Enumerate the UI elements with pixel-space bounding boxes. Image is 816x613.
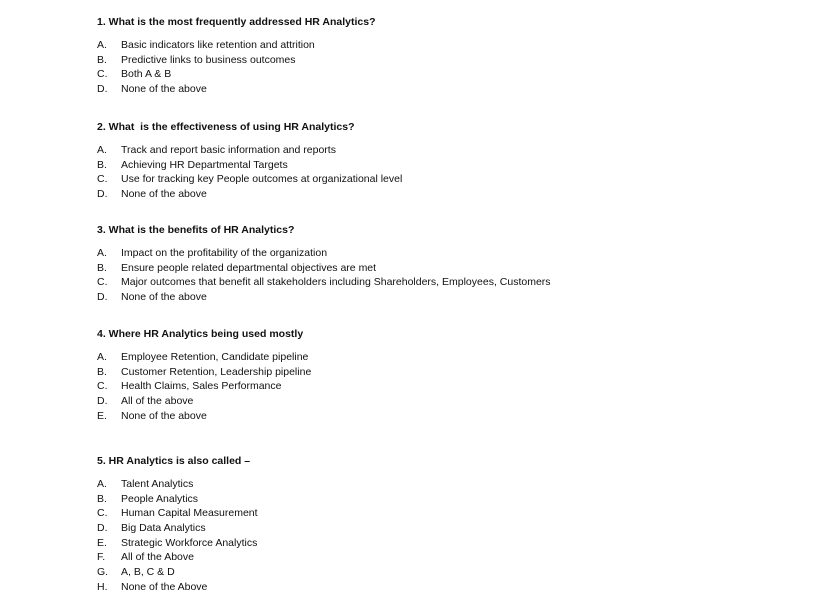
- option-text: Track and report basic information and reports: [121, 144, 336, 156]
- option-letter: E.: [97, 536, 107, 549]
- answer-option: [97, 477, 777, 492]
- option-letter: C.: [97, 380, 108, 393]
- option-letter: A.: [97, 144, 107, 156]
- option-text: Strategic Workforce Analytics: [121, 536, 258, 549]
- option-text: None of the above: [121, 188, 207, 201]
- answer-option: [97, 521, 777, 536]
- option-text: Human Capital Measurement: [121, 507, 258, 520]
- question-block: [97, 120, 777, 202]
- option-text: A, B, C & D: [121, 566, 175, 579]
- question-title: 4. Where HR Analytics being used mostly: [97, 328, 304, 340]
- answer-option: [97, 53, 777, 68]
- option-letter: F.: [97, 551, 106, 564]
- answer-option: [97, 536, 777, 551]
- answer-option: [97, 246, 777, 261]
- option-letter: E.: [97, 409, 107, 422]
- answer-option: [97, 550, 777, 565]
- question-title: 3. What is the benefits of HR Analytics?: [97, 224, 295, 236]
- option-text: Impact on the profitability of the organization: [121, 247, 328, 259]
- option-letter: C.: [97, 276, 108, 289]
- option-text: Use for tracking key People outcomes at organizational level: [121, 173, 403, 186]
- option-letter: D.: [97, 83, 108, 96]
- option-text: Customer Retention, Leadership pipeline: [121, 365, 312, 378]
- option-letter: B.: [97, 492, 107, 505]
- answer-option: [97, 261, 777, 276]
- option-letter: C.: [97, 507, 108, 520]
- question-block: [97, 223, 777, 305]
- option-text: Big Data Analytics: [121, 522, 206, 535]
- option-letter: A.: [97, 351, 107, 363]
- option-letter: D.: [97, 395, 108, 408]
- answer-option: [97, 82, 777, 97]
- option-letter: H.: [97, 580, 108, 593]
- option-text: All of the above: [121, 395, 194, 408]
- answer-option: [97, 409, 777, 424]
- answer-option: [97, 290, 777, 305]
- question-block: [97, 15, 777, 97]
- answer-option: [97, 172, 777, 187]
- option-text: Both A & B: [121, 68, 172, 81]
- option-text: None of the Above: [121, 580, 208, 593]
- answer-option: [97, 38, 777, 53]
- option-text: Talent Analytics: [121, 478, 194, 490]
- option-letter: G.: [97, 566, 109, 579]
- option-text: Health Claims, Sales Performance: [121, 380, 282, 393]
- question-block: [97, 327, 777, 423]
- answer-option: [97, 394, 777, 409]
- option-text: Employee Retention, Candidate pipeline: [121, 351, 309, 363]
- option-text: People Analytics: [121, 492, 199, 505]
- option-text: Ensure people related departmental objectives are met: [121, 261, 377, 274]
- question-title: 2. What is the effectiveness of using HR Analytics?: [97, 121, 355, 133]
- answer-option: [97, 365, 777, 380]
- option-text: All of the Above: [121, 551, 194, 564]
- answer-option: [97, 379, 777, 394]
- option-text: None of the above: [121, 83, 207, 96]
- answer-option: [97, 158, 777, 173]
- answer-option: [97, 187, 777, 202]
- option-letter: C.: [97, 173, 108, 186]
- answer-option: [97, 506, 777, 521]
- option-letter: D.: [97, 522, 108, 535]
- option-letter: A.: [97, 478, 107, 490]
- option-letter: D.: [97, 188, 108, 201]
- option-text: None of the above: [121, 291, 207, 304]
- option-letter: B.: [97, 261, 107, 274]
- option-letter: B.: [97, 53, 107, 66]
- option-text: Basic indicators like retention and attrition: [121, 39, 315, 51]
- option-letter: B.: [97, 365, 107, 378]
- answer-option: [97, 580, 777, 595]
- option-letter: A.: [97, 247, 107, 259]
- option-letter: D.: [97, 291, 108, 304]
- option-text: Major outcomes that benefit all stakeholders including Shareholders, Employees, Customers: [121, 276, 551, 289]
- option-text: Achieving HR Departmental Targets: [121, 158, 288, 171]
- answer-option: [97, 143, 777, 158]
- option-letter: B.: [97, 158, 107, 171]
- question-block: [97, 454, 777, 595]
- option-text: Predictive links to business outcomes: [121, 53, 296, 66]
- answer-option: [97, 275, 777, 290]
- answer-option: [97, 67, 777, 82]
- answer-option: [97, 565, 777, 580]
- option-text: None of the above: [121, 409, 207, 422]
- option-letter: C.: [97, 68, 108, 81]
- question-title: 1. What is the most frequently addressed HR Analytics?: [97, 16, 376, 28]
- answer-option: [97, 350, 777, 365]
- option-letter: A.: [97, 39, 107, 51]
- answer-option: [97, 492, 777, 507]
- question-title: 5. HR Analytics is also called –: [97, 455, 251, 467]
